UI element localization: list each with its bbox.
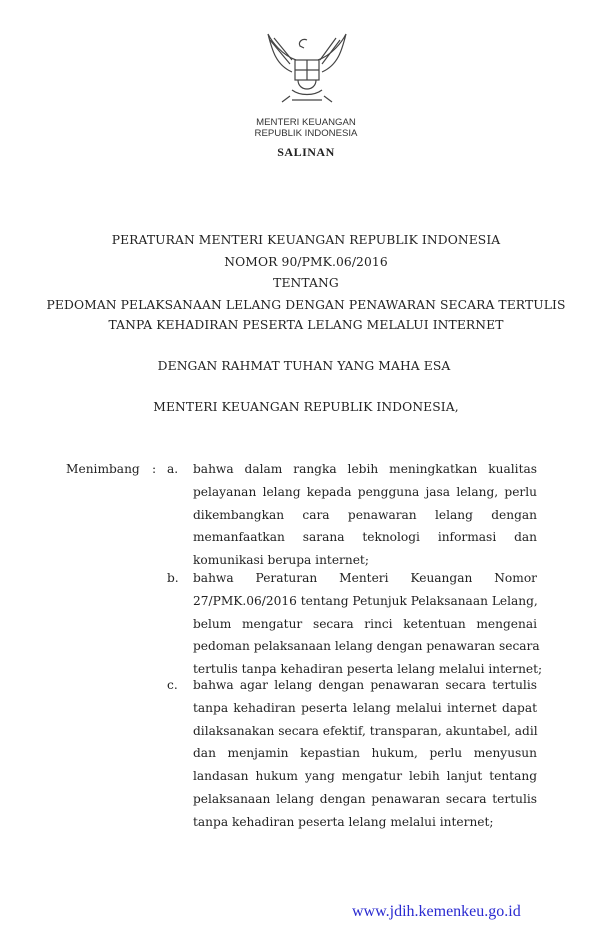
item-text-line: memanfaatkan sarana teknologi informasi dan — [193, 530, 537, 545]
item-text-line: bahwa Peraturan Menteri Keuangan Nomor — [193, 571, 537, 585]
item-text-line: komunikasi berupa internet; — [193, 553, 369, 568]
item-text-line: tanpa kehadiran peserta lelang melalui internet; — [193, 814, 494, 829]
item-text-line: dilaksanakan secara efektif, transparan, akuntabel, adil — [193, 723, 538, 738]
regulation-number: NOMOR 90/PMK.06/2016 — [224, 255, 388, 269]
item-text-line: dan menjamin kepastian hukum, perlu menyusun — [193, 746, 537, 761]
item-text-line: tertulis tanpa kehadiran peserta lelang melalui internet; — [193, 662, 543, 677]
subject-line-1: PEDOMAN PELAKSANAAN LELANG DENGAN PENAWARAN SECARA TERTULIS — [46, 298, 566, 312]
item-text-line: bahwa dalam rangka lebih meningkatkan kualitas — [193, 462, 537, 476]
garuda-emblem-icon — [262, 30, 352, 110]
item-text-line: pelayanan lelang kepada pengguna jasa lelang, perlu — [193, 484, 537, 499]
item-text-line: pelaksanaan lelang dengan penawaran secara tertulis — [193, 792, 537, 806]
item-marker: c. — [167, 678, 178, 692]
item-text-line: landasan hukum yang mengatur lebih lanjut tentang — [193, 769, 537, 784]
subject-line-2: TANPA KEHADIRAN PESERTA LELANG MELALUI INTERNET — [108, 318, 504, 332]
item-marker: b. — [167, 571, 179, 585]
item-text-line: tanpa kehadiran peserta lelang melalui internet dapat — [193, 700, 537, 715]
salinan-stamp: SALINAN — [277, 145, 335, 159]
item-text-line: bahwa agar lelang dengan penawaran secara tertulis — [193, 678, 537, 692]
item-text-line: belum mengatur secara rinci ketentuan mengenai — [193, 616, 537, 631]
preamble-menteri: MENTERI KEUANGAN REPUBLIK INDONESIA, — [153, 400, 459, 414]
item-text-line: pedoman pelaksanaan lelang dengan penawaran secara — [193, 639, 540, 654]
item-text-line: 27/PMK.06/2016 tentang Petunjuk Pelaksanaan Lelang, — [193, 593, 538, 608]
item-marker: a. — [167, 462, 179, 476]
menimbang-colon: : — [152, 462, 157, 476]
footer-url-link[interactable]: www.jdih.kemenkeu.go.id — [352, 903, 521, 920]
tentang-label: TENTANG — [273, 276, 339, 290]
preamble-rahmat: DENGAN RAHMAT TUHAN YANG MAHA ESA — [157, 359, 451, 373]
menimbang-label: Menimbang — [66, 462, 140, 476]
ministry-line-1: MENTERI KEUANGAN — [256, 117, 356, 128]
item-text-line: dikembangkan cara penawaran lelang dengan — [193, 507, 537, 522]
regulation-title: PERATURAN MENTERI KEUANGAN REPUBLIK INDONESIA — [111, 233, 501, 247]
ministry-line-2: REPUBLIK INDONESIA — [254, 128, 358, 139]
